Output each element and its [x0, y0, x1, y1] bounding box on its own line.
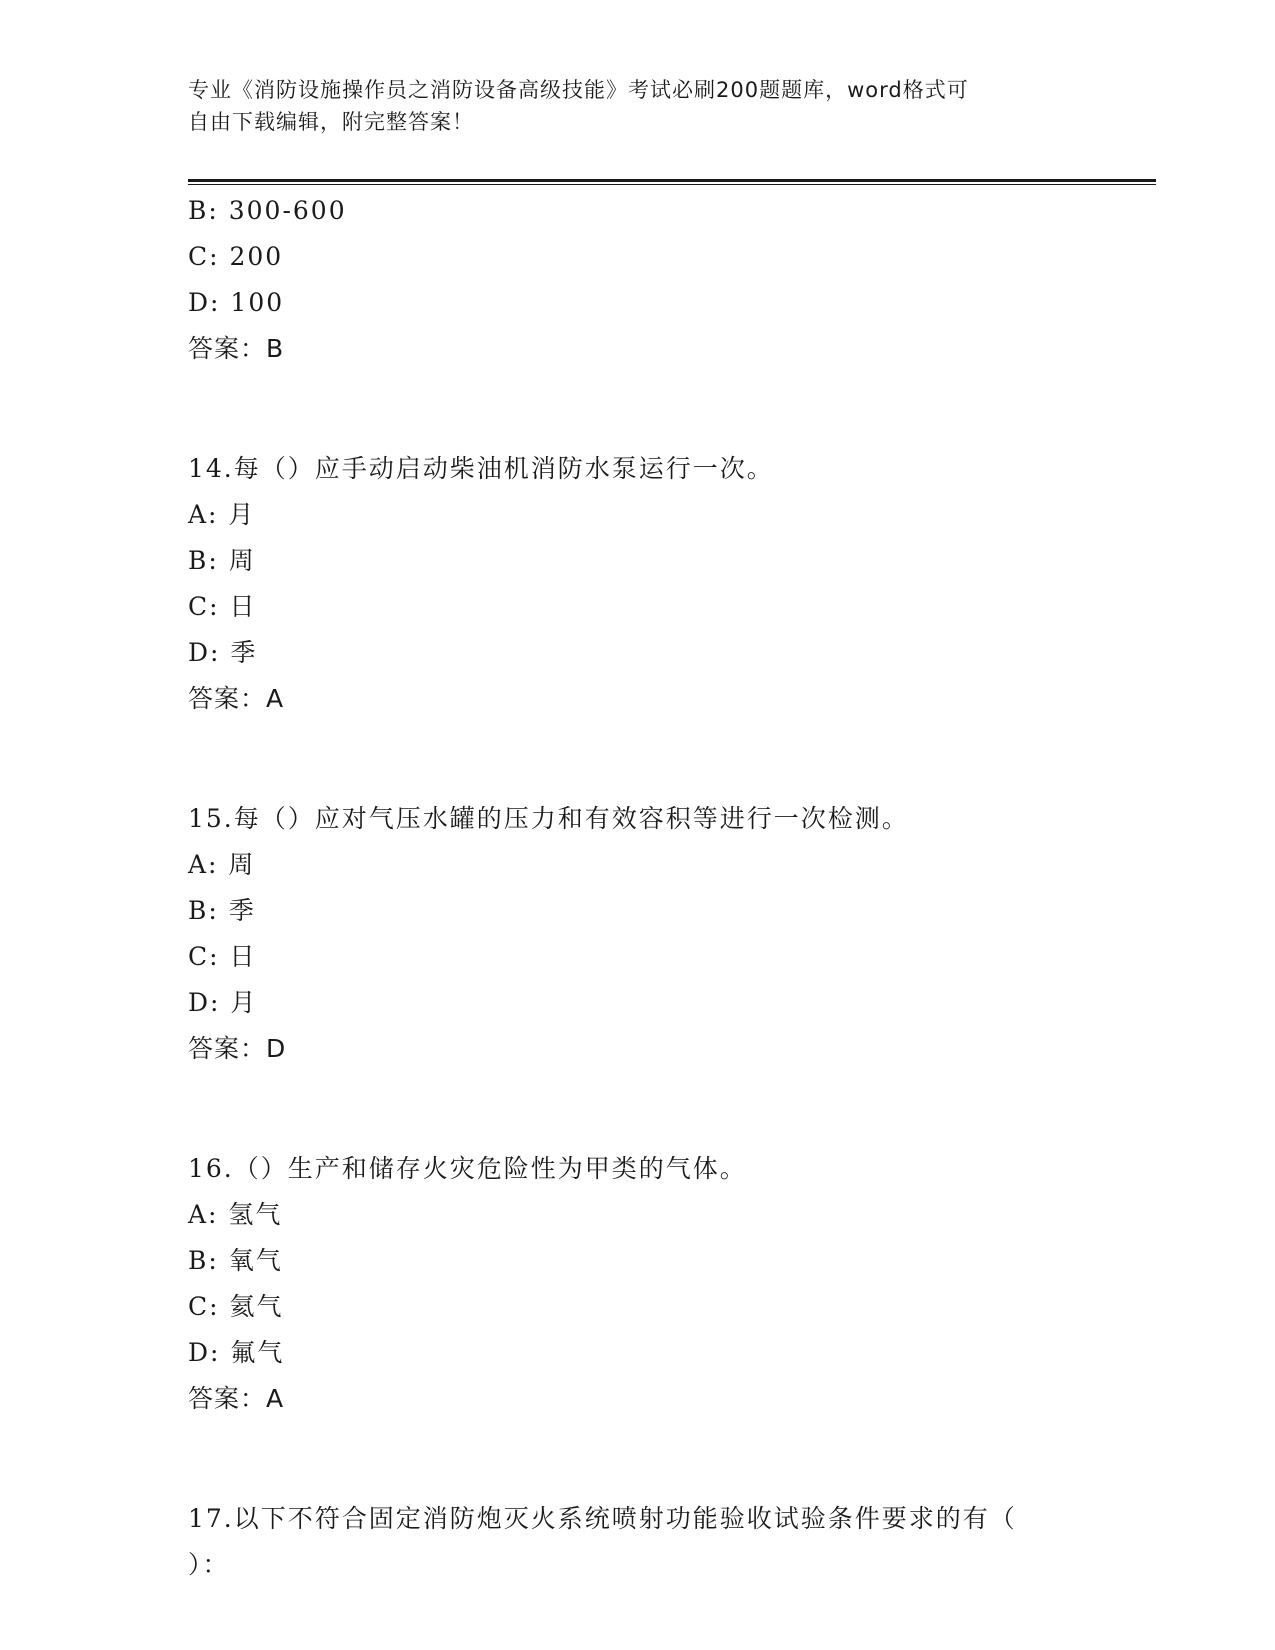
question-stem: 14.每（）应手动启动柴油机消防水泵运行一次。: [188, 454, 774, 483]
question-stem: 16.（）生产和储存火灾危险性为甲类的气体。: [188, 1154, 747, 1183]
option-b: B: 300-600: [188, 196, 347, 225]
option-c: C: 200: [188, 242, 284, 271]
question-14: [188, 446, 1088, 722]
option-b: B: 氧气: [188, 1246, 283, 1275]
answer-line: 答案：A: [188, 1384, 285, 1413]
option-d: D: 100: [188, 288, 285, 317]
header-divider-thick: [188, 179, 1156, 182]
question-15: [188, 796, 1088, 1072]
option-a: A: 氢气: [188, 1200, 283, 1229]
option-d: D: 月: [188, 988, 258, 1017]
option-c: C: 氦气: [188, 1292, 284, 1321]
option-b: B: 季: [188, 896, 256, 925]
header-line-2: 自由下载编辑，附完整答案！: [188, 110, 474, 134]
answer-line: 答案：D: [188, 1034, 287, 1063]
question-list: [188, 188, 1088, 1588]
option-c: C: 日: [188, 592, 257, 621]
option-d: D: 季: [188, 638, 258, 667]
option-c: C: 日: [188, 942, 257, 971]
question-13: [188, 188, 1088, 372]
option-d: D: 氟气: [188, 1338, 285, 1367]
option-a: A: 周: [188, 850, 256, 879]
question-stem-line-1: 17.以下不符合固定消防炮灭火系统喷射功能验收试验条件要求的有（: [188, 1504, 1017, 1533]
question-17: [188, 1496, 1088, 1588]
document-header: [188, 74, 1088, 138]
header-divider-thin: [188, 184, 1156, 185]
option-b: B: 周: [188, 546, 256, 575]
header-line-1: 专业《消防设施操作员之消防设备高级技能》考试必刷200题题库，word格式可: [188, 78, 969, 102]
answer-line: 答案：B: [188, 334, 285, 363]
question-stem-line-2: ）：: [188, 1550, 230, 1579]
answer-line: 答案：A: [188, 684, 285, 713]
question-16: [188, 1146, 1088, 1422]
question-stem: 15.每（）应对气压水罐的压力和有效容积等进行一次检测。: [188, 804, 909, 833]
option-a: A: 月: [188, 500, 256, 529]
